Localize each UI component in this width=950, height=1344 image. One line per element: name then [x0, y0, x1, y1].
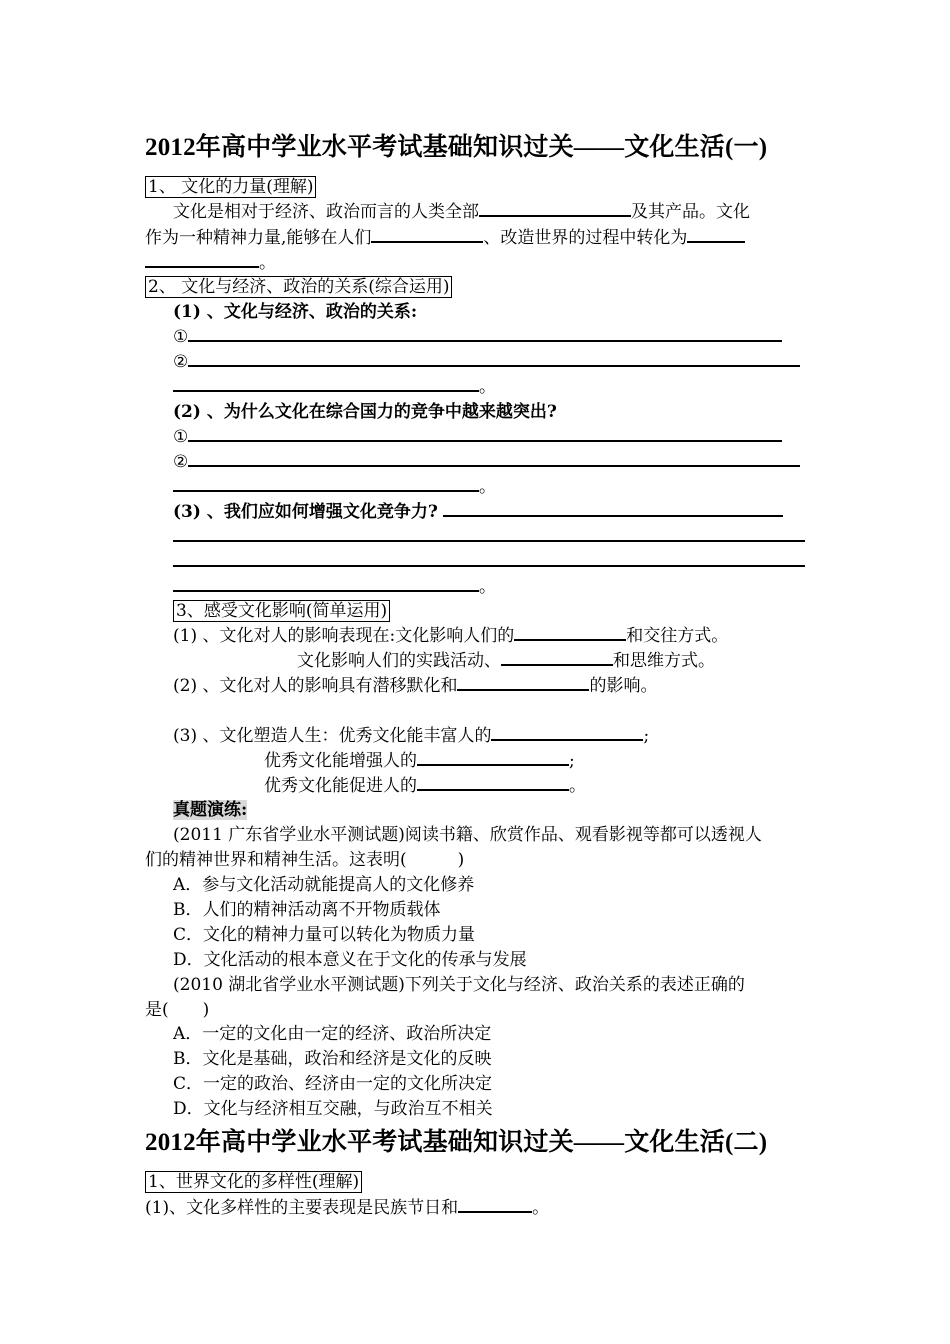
section-2-heading: 2、 文化与经济、政治的关系(综合运用): [145, 275, 452, 299]
fill-blank[interactable]: [417, 749, 569, 766]
fill-blank[interactable]: [145, 251, 259, 268]
fill-blank[interactable]: [188, 450, 800, 467]
page-title: 2012年高中学业水平考试基础知识过关——文化生活(一): [145, 134, 768, 161]
fill-blank[interactable]: [687, 226, 745, 243]
section-1-line-2: 作为一种精神力量,能够在人们 、改造世界的过程中转化为: [145, 226, 745, 250]
page-title-2: 2012年高中学业水平考试基础知识过关——文化生活(二): [145, 1129, 768, 1156]
fill-blank[interactable]: [443, 500, 783, 517]
section-3-heading: 3、感受文化影响(简单运用): [173, 599, 390, 623]
answer-line-2: ②: [173, 450, 800, 474]
practice-q1-line-1: (2011 广东省学业水平测试题)阅读书籍、欣赏作品、观看影视等都可以透视人: [173, 825, 762, 845]
answer-line-2: ②: [173, 350, 800, 374]
answer-rule[interactable]: [173, 540, 805, 542]
option-d[interactable]: D．文化活动的根本意义在于文化的传承与发展: [173, 950, 527, 970]
option-c[interactable]: C．文化的精神力量可以转化为物质力量: [173, 925, 476, 945]
fill-blank[interactable]: [491, 724, 643, 741]
fill-blank[interactable]: [188, 425, 782, 442]
question-3-1-cont: 文化影响人们的实践活动、 和思维方式。: [297, 651, 715, 671]
practice-label: 真题演练:: [173, 800, 248, 820]
answer-rule[interactable]: [173, 565, 805, 567]
fill-blank[interactable]: [173, 575, 479, 592]
fill-blank[interactable]: [514, 624, 626, 641]
fill-blank[interactable]: [173, 475, 479, 492]
section-1-line-1: 文化是相对于经济、政治而言的人类全部 及其产品。文化: [173, 202, 750, 222]
part2-section-1-heading: 1、世界文化的多样性(理解): [145, 1170, 362, 1194]
answer-line-1: ①: [173, 425, 782, 449]
option-a[interactable]: A．参与文化活动就能提高人的文化修养: [173, 875, 475, 895]
fill-blank[interactable]: [479, 200, 631, 217]
practice-q1-line-2: 们的精神世界和精神生活。这表明( ): [145, 850, 465, 870]
section-1-line-3: 。: [145, 251, 276, 275]
answer-line-2-cont: 。: [173, 375, 496, 399]
part2-question-1: (1)、文化多样性的主要表现是民族节日和 。: [145, 1198, 550, 1218]
practice-q2-line-1: (2010 湖北省学业水平测试题)下列关于文化与经济、政治关系的表述正确的: [173, 975, 745, 995]
fill-blank[interactable]: [188, 350, 800, 367]
answer-line-end: 。: [173, 575, 496, 599]
answer-line-1: ①: [173, 325, 782, 349]
option-b[interactable]: B．人们的精神活动离不开物质载体: [173, 900, 441, 920]
question-2-2: (2) 、为什么文化在综合国力的竞争中越来越突出?: [173, 402, 557, 422]
fill-blank[interactable]: [458, 1196, 532, 1213]
practice-q2-line-2: 是( ): [145, 1000, 210, 1020]
question-3-3-b: 优秀文化能增强人的 ;: [264, 751, 575, 771]
fill-blank[interactable]: [371, 226, 483, 243]
fill-blank[interactable]: [188, 325, 782, 342]
question-2-3: (3) 、我们应如何增强文化竞争力?: [173, 500, 783, 524]
option-b[interactable]: B．文化是基础，政治和经济是文化的反映: [173, 1049, 492, 1069]
question-3-3-c: 优秀文化能促进人的 。: [264, 776, 586, 796]
question-2-1: (1) 、文化与经济、政治的关系:: [173, 302, 418, 322]
fill-blank[interactable]: [501, 649, 613, 666]
fill-blank[interactable]: [417, 774, 569, 791]
option-d[interactable]: D．文化与经济相互交融，与政治互不相关: [173, 1099, 493, 1119]
question-3-3: (3) 、文化塑造人生：优秀文化能丰富人的 ;: [173, 726, 650, 746]
question-3-1: (1) 、文化对人的影响表现在:文化影响人们的 和交往方式。: [173, 626, 729, 646]
option-c[interactable]: C．一定的政治、经济由一定的文化所决定: [173, 1074, 493, 1094]
fill-blank[interactable]: [457, 674, 589, 691]
section-1-heading: 1、 文化的力量(理解): [145, 175, 316, 199]
option-a[interactable]: A．一定的文化由一定的经济、政治所决定: [173, 1024, 492, 1044]
question-3-2: (2) 、文化对人的影响具有潜移默化和 的影响。: [173, 676, 658, 696]
answer-line-2-cont: 。: [173, 475, 496, 499]
fill-blank[interactable]: [173, 375, 479, 392]
